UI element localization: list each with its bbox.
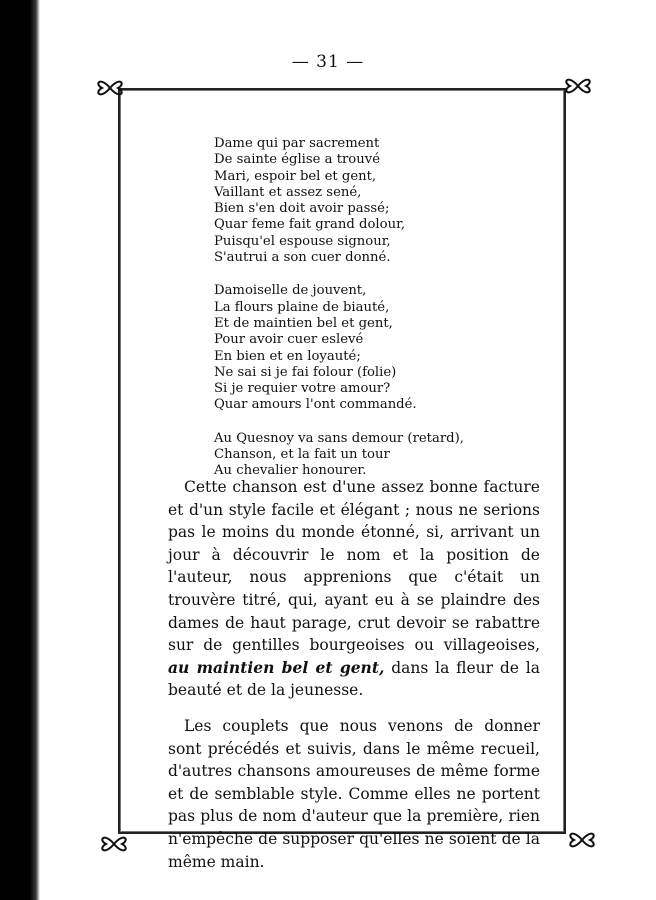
poem-line: Mari, espoir bel et gent, [214, 168, 377, 184]
poem-line: Pour avoir cuer eslevé [214, 332, 364, 348]
poem [214, 136, 574, 497]
poem-line: Ne sai si je fai folour (folie) [214, 364, 397, 380]
poem-line: Quar feme fait grand dolour, [214, 217, 406, 233]
poem-stanza-2 [214, 283, 574, 413]
paragraph-1-text: Cette chanson est d'une assez bonne facture et d'un style facile et élégant ; nous ne serions pas le moins du monde étonné, si, arrivant un jour à découvrir le nom et la position de l'auteur, nous apprenions que c'était un trouvère titré, qui, ayant eu à se plaindre des dames de haut parage, crut devoir se rabattre sur de gentilles bourgeoises ou villageoises, [168, 478, 540, 655]
poem-line: Quar amours l'ont commandé. [214, 397, 417, 413]
poem-line: La flours plaine de biauté, [214, 299, 390, 315]
paragraph-2: Les couplets que nous venons de donner sont précédés et suivis, dans le même recueil, d'autres chansons amoureuses de même forme et de semblable style. Comme elles ne portent pas plus de nom d'auteur que la première, rien n'empêche de supposer qu'elles ne soient de la même main. [168, 716, 540, 871]
poem-stanza-1 [214, 136, 574, 266]
corner-ornament-bottom-right [566, 826, 598, 854]
poem-line: Dame qui par sacrement [214, 136, 380, 151]
prose-body [168, 476, 540, 886]
corner-ornament-bottom-left [98, 830, 130, 858]
poem-line: Chanson, et la fait un tour [214, 447, 390, 463]
corner-ornament-top-left [94, 74, 126, 102]
poem-line: Et de maintien bel et gent, [214, 315, 393, 331]
italic-quote: au maintien bel et gent, [168, 657, 385, 677]
corner-ornament-top-right [562, 72, 594, 100]
paragraph-1 [168, 476, 540, 702]
poem-line: Si je requier votre amour? [214, 381, 391, 397]
poem-line: Puisqu'el espouse signour, [214, 233, 391, 249]
poem-line: Au chevalier honourer. [214, 463, 367, 479]
poem-line: Damoiselle de jouvent, [214, 283, 367, 299]
page-number: — 31 — [291, 52, 365, 72]
poem-line: De sainte église a trouvé [214, 152, 380, 168]
poem-stanza-3 [214, 431, 574, 480]
paragraph-1-end: dans la fleur de la beauté et de la jeunesse. [168, 658, 540, 700]
poem-line: Bien s'en doit avoir passé; [214, 201, 390, 217]
poem-line: Au Quesnoy va sans demour (retard), [214, 430, 464, 446]
poem-line: S'autrui a son cuer donné. [214, 250, 391, 266]
book-spine-shadow [0, 0, 40, 900]
poem-line: Vaillant et assez sené, [214, 184, 362, 200]
poem-line: En bien et en loyauté; [214, 348, 361, 364]
